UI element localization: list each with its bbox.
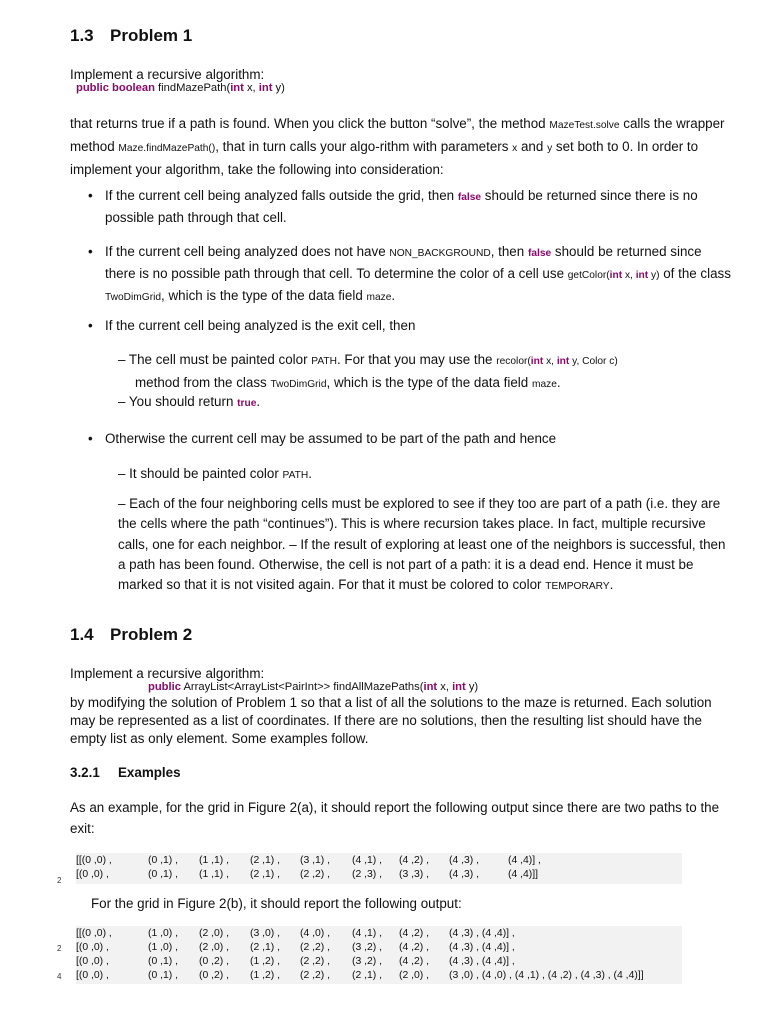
listing-cell: (1 ,0) , — [148, 928, 179, 939]
listing-cell: [(0 ,0) , — [76, 956, 109, 967]
signature-param2-type: int — [452, 681, 466, 693]
section-title: Problem 2 — [110, 625, 193, 644]
inline-code: Maze.findMazePath() — [118, 143, 216, 154]
sub-item-text: . — [556, 375, 561, 390]
signature-modifiers: public — [148, 681, 181, 693]
code-listing-2 — [76, 926, 682, 984]
keyword-int: int — [530, 356, 544, 367]
listing-cell: (2 ,1) , — [250, 942, 281, 953]
listing-cell: (1 ,2) , — [250, 970, 281, 981]
bullet-text: If the current cell being analyzed does not have — [105, 244, 390, 259]
signature-name: ArrayList<ArrayList<PairInt>> findAllMazePaths( — [180, 681, 424, 693]
bullet-marker: • — [88, 431, 93, 446]
listing-cell: (0 ,1) , — [148, 869, 179, 880]
section-number: 1.4 — [70, 625, 94, 644]
sub-item-text: . — [256, 394, 261, 409]
signature-param1-type: int — [230, 82, 244, 94]
listing-cell: (0 ,2) , — [199, 956, 230, 967]
inline-code: y — [547, 143, 553, 154]
listing-cell: (3 ,3) , — [399, 869, 430, 880]
listing-cell: (3 ,2) , — [352, 942, 383, 953]
sub-item-text: – You should return — [118, 394, 238, 409]
listing-cell: [[(0 ,0) , — [76, 855, 112, 866]
listing-cell: [(0 ,0) , — [76, 942, 109, 953]
listing-cell: (4 ,2) , — [399, 942, 430, 953]
examples-paragraph-2: For the grid in Figure 2(b), it should report the following output: — [91, 896, 462, 911]
paragraph-text: that returns true if a path is found. When you click the button “solve”, the method — [70, 116, 550, 131]
inline-code: NON_BACKGROUND — [389, 248, 491, 259]
keyword-false: false — [527, 248, 552, 259]
subsection-heading-3-2-1 — [70, 765, 181, 780]
signature-param2: y) — [465, 681, 479, 693]
inline-code: x, — [543, 356, 557, 367]
listing-cell: (4 ,4)] , — [508, 855, 541, 866]
inline-code: PATH — [282, 470, 309, 481]
bullet-text: should be returned since there is no possible path through that cell. To determine the color of a cell use — [105, 244, 702, 281]
listing-cell: (2 ,0) , — [199, 928, 230, 939]
sub-item-text: . For that you may use the — [336, 352, 497, 367]
line-number: 2 — [57, 876, 62, 885]
keyword-int: int — [609, 270, 623, 281]
sub-item-explore-neighbors — [118, 494, 732, 597]
listing-cell: (3 ,1) , — [300, 855, 331, 866]
listing-cell: (1 ,1) , — [199, 869, 230, 880]
bullet-item-1 — [105, 186, 732, 228]
paragraph-text: and — [517, 139, 548, 154]
sub-item-return-true — [118, 392, 732, 414]
bullet-text: should be returned since there is no possible path through that cell. — [105, 188, 698, 225]
listing-cell: (1 ,1) , — [199, 855, 230, 866]
listing-cell: (2 ,1) , — [250, 855, 281, 866]
listing-cell: (2 ,3) , — [352, 869, 383, 880]
signature-param2: y) — [272, 82, 285, 94]
listing-cell: (1 ,2) , — [250, 956, 281, 967]
keyword-false: false — [457, 192, 482, 203]
listing-cell: (3 ,0) , — [250, 928, 281, 939]
keyword-int: int — [556, 356, 570, 367]
paragraph-text: set both to 0. In order to implement your algorithm, take the following into consideration: — [70, 139, 699, 177]
listing-cell: (2 ,0) , — [199, 942, 230, 953]
signature-param1: x, — [437, 681, 453, 693]
listing-cell: (4 ,4)]] — [508, 869, 539, 880]
code-listing-1 — [76, 853, 682, 884]
listing-cell: (2 ,2) , — [300, 869, 331, 880]
section-heading-1-4 — [70, 625, 192, 645]
inline-code: TEMPORARY — [545, 581, 610, 593]
listing-cell: (2 ,1) , — [250, 869, 281, 880]
bullet-text: . — [391, 288, 396, 303]
inline-code: getColor( — [567, 270, 610, 281]
section-title: Problem 1 — [110, 26, 193, 45]
inline-code: MazeTest.solve — [549, 120, 620, 131]
listing-cell: (2 ,2) , — [300, 942, 331, 953]
intro-text: Implement a recursive algorithm: — [70, 67, 265, 82]
inline-code: maze — [366, 292, 392, 303]
listing-cell: (4 ,2) , — [399, 855, 430, 866]
listing-cell: (2 ,2) , — [300, 956, 331, 967]
listing-cell: (4 ,1) , — [352, 928, 383, 939]
listing-cell: (0 ,1) , — [148, 970, 179, 981]
bullet-text: , which is the type of the data field — [161, 288, 367, 303]
listing-cell: (1 ,0) , — [148, 942, 179, 953]
subsection-title: Examples — [118, 765, 181, 780]
listing-cell: (4 ,1) , — [352, 855, 383, 866]
sub-item-paint-path — [118, 350, 732, 372]
intro-text: Implement a recursive algorithm: — [70, 666, 265, 681]
line-number: 4 — [57, 972, 62, 981]
listing-cell: (4 ,3) , (4 ,4)] , — [449, 928, 515, 939]
signature-param2-type: int — [258, 82, 273, 94]
paragraph-text: , that in turn calls your algo-rithm with parameters — [215, 139, 513, 154]
sub-item-text: – It should be painted color — [118, 466, 283, 481]
signature-modifiers: public boolean — [76, 82, 155, 94]
method-signature — [148, 681, 478, 693]
bullet-text: , then — [490, 244, 528, 259]
sub-item-painted-path — [118, 464, 732, 486]
sub-item-text: – The cell must be painted color — [118, 352, 312, 367]
listing-cell: (3 ,0) , (4 ,0) , (4 ,1) , (4 ,2) , (4 ,3) , (4 ,4)]] — [449, 970, 644, 981]
listing-cell: (4 ,3) , (4 ,4)] , — [449, 942, 515, 953]
listing-cell: (4 ,0) , — [300, 928, 331, 939]
inline-code: maze — [531, 379, 557, 390]
line-number: 2 — [57, 944, 62, 953]
section-heading-1-3 — [70, 26, 192, 46]
inline-code: y, Color c) — [569, 356, 618, 367]
bullet-marker: • — [88, 188, 93, 203]
sub-item-text: . — [308, 466, 312, 481]
inline-code: y) — [648, 270, 660, 281]
description-paragraph — [70, 113, 732, 180]
listing-cell: [(0 ,0) , — [76, 869, 109, 880]
sub-item-text: method from the class — [135, 375, 271, 390]
signature-param1: x, — [243, 82, 259, 94]
inline-code: TwoDimGrid — [105, 292, 162, 303]
bullet-item-3: If the current cell being analyzed is the exit cell, then — [105, 318, 416, 333]
listing-cell: (4 ,3) , (4 ,4)] , — [449, 956, 515, 967]
inline-code: x — [512, 143, 518, 154]
listing-cell: [(0 ,0) , — [76, 970, 109, 981]
subsection-number: 3.2.1 — [70, 765, 100, 780]
bullet-text: If the current cell being analyzed falls outside the grid, then — [105, 188, 458, 203]
listing-cell: [[(0 ,0) , — [76, 928, 112, 939]
listing-cell: (4 ,3) , — [449, 869, 480, 880]
inline-code: recolor( — [496, 356, 531, 367]
bullet-text: of the class — [659, 266, 731, 281]
signature-name: findMazePath( — [154, 82, 231, 94]
inline-code: PATH — [311, 356, 337, 367]
description-paragraph: by modifying the solution of Problem 1 so that a list of all the solutions to the maze is returned. Each solution may be represented as a list of coordinates. If there are no solutions, then the resulting list should have the empty list as only element. Some examples follow. — [70, 695, 712, 746]
sub-item-text: . — [609, 577, 614, 593]
bullet-marker: • — [88, 244, 93, 259]
bullet-marker: • — [88, 318, 93, 333]
method-signature — [76, 82, 285, 94]
listing-cell: (2 ,2) , — [300, 970, 331, 981]
signature-param1-type: int — [423, 681, 438, 693]
listing-cell: (4 ,3) , — [449, 855, 480, 866]
keyword-true: true — [237, 398, 257, 409]
paragraph-text: calls the wrapper method — [70, 116, 725, 154]
listing-cell: (4 ,2) , — [399, 928, 430, 939]
bullet-item-2 — [105, 242, 732, 308]
listing-cell: (0 ,2) , — [199, 970, 230, 981]
listing-cell: (2 ,1) , — [352, 970, 383, 981]
listing-cell: (3 ,2) , — [352, 956, 383, 967]
section-number: 1.3 — [70, 26, 94, 45]
keyword-int: int — [635, 270, 649, 281]
inline-code: TwoDimGrid — [270, 379, 327, 390]
bullet-item-4: Otherwise the current cell may be assumed to be part of the path and hence — [105, 431, 557, 446]
examples-paragraph: As an example, for the grid in Figure 2(a), it should report the following output since there are two paths to the exit: — [70, 800, 720, 836]
listing-cell: (2 ,0) , — [399, 970, 430, 981]
listing-cell: (0 ,1) , — [148, 956, 179, 967]
inline-code: x, — [622, 270, 636, 281]
listing-cell: (0 ,1) , — [148, 855, 179, 866]
listing-cell: (4 ,2) , — [399, 956, 430, 967]
sub-item-text: – Each of the four neighboring cells must be explored to see if they too are part of a path (i.e. they are the cells where the path “continues”). This is where recursion takes place. In fact, multiple recursive calls, one for each neighbor. – If the result of exploring at least one of the neighbors is successful, then a path has been found. Otherwise, the cell is not part of a path: it is a dead end. Hence it must be marked so that it is not visited again. For that it must be colored to color — [118, 496, 726, 593]
sub-item-text: , which is the type of the data field — [326, 375, 532, 390]
